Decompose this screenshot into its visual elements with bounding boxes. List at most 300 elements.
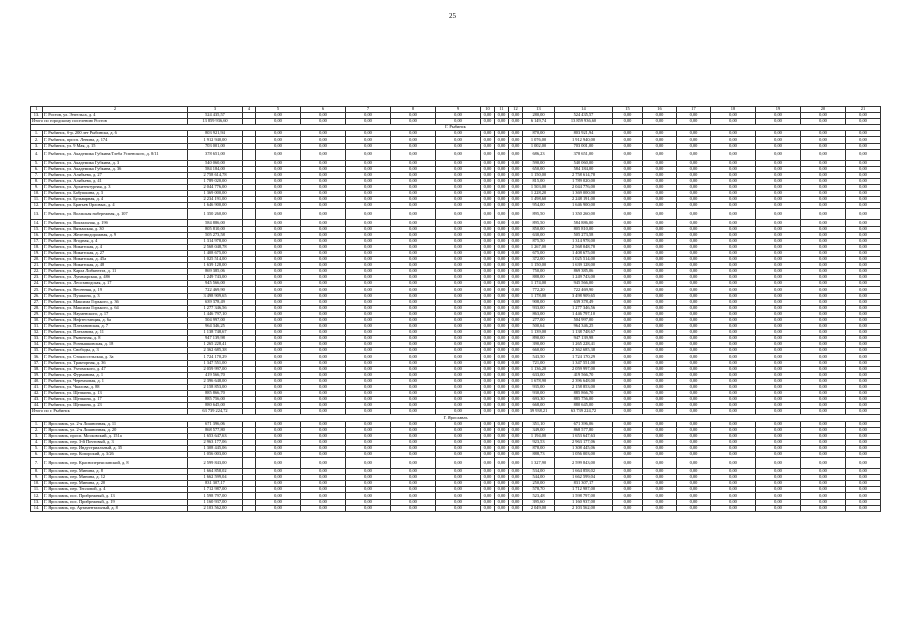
table-cell: 0,00	[846, 439, 881, 445]
table-cell: 19.	[31, 250, 43, 256]
table-cell: 39.	[31, 372, 43, 378]
table-cell: 0,00	[756, 250, 801, 256]
table-cell: 0,00	[711, 427, 756, 433]
table-cell: 0,00	[711, 409, 756, 415]
table-cell: 0,00	[346, 244, 391, 250]
table-cell: 0,00	[677, 263, 711, 269]
table-cell: 0,00	[391, 178, 436, 184]
table-cell: 0,00	[481, 166, 495, 172]
table-cell: 0,00	[301, 378, 346, 384]
table-cell: 2 599 843,00	[555, 458, 613, 469]
table-cell: 0,00	[613, 378, 643, 384]
table-cell: 0,00	[801, 372, 846, 378]
table-cell: 0,00	[436, 238, 481, 244]
table-cell: 0,00	[481, 191, 495, 197]
table-cell: 0,00	[256, 342, 301, 348]
table-cell: 2 158 853,00	[555, 384, 613, 390]
table-cell: 18.	[31, 244, 43, 250]
table-cell: 0,00	[301, 299, 346, 305]
table-cell: 0,00	[391, 330, 436, 336]
table-cell: 0,00	[436, 220, 481, 226]
table-cell: 0,00	[677, 197, 711, 203]
table-cell: 14.	[31, 220, 43, 226]
table-cell: 1.	[31, 131, 43, 137]
table-cell: 39 938,21	[523, 409, 555, 415]
table-cell: 0,00	[801, 493, 846, 499]
table-cell: 0,00	[711, 113, 756, 119]
table-cell: 0,00	[756, 185, 801, 191]
table-cell: 0,00	[509, 360, 523, 366]
table-cell: 0,00	[436, 178, 481, 184]
table-cell: 0,00	[677, 287, 711, 293]
table-cell: 0,00	[495, 469, 509, 475]
address-cell: Г. Рыбинск, ул. Плехановская, д. 7	[43, 324, 188, 330]
table-cell: 28.	[31, 305, 43, 311]
address-cell: Г. Рыбинск, ул. Фурманова, д. 1	[43, 372, 188, 378]
table-cell: 504 997,00	[555, 317, 613, 323]
table-cell: 0,00	[509, 493, 523, 499]
table-cell: 0,00	[495, 481, 509, 487]
table-cell: 0,00	[346, 256, 391, 262]
table-cell: 668,00	[523, 403, 555, 409]
table-cell: 35.	[31, 348, 43, 354]
table-cell: 0,00	[613, 433, 643, 439]
table-cell: 0,00	[346, 469, 391, 475]
table-cell: 1 025 514,00	[188, 256, 243, 262]
table-cell: 0,00	[346, 311, 391, 317]
table-cell: 885 866,70	[188, 391, 243, 397]
table-cell: 0,00	[436, 348, 481, 354]
table-cell: 0,00	[801, 317, 846, 323]
table-cell: 0,00	[846, 191, 881, 197]
column-number-cell: 16	[643, 107, 677, 113]
table-cell: 0,00	[756, 487, 801, 493]
table-cell: 2 568 048,78	[555, 244, 613, 250]
table-cell: 0,00	[756, 409, 801, 415]
table-cell: 0,00	[846, 178, 881, 184]
table-cell: 1 139,00	[523, 330, 555, 336]
table-cell: 0,00	[801, 336, 846, 342]
table-cell: 0,00	[801, 238, 846, 244]
table-cell: 0,00	[801, 481, 846, 487]
table-cell: 0,00	[613, 299, 643, 305]
table-cell: 0,00	[509, 475, 523, 481]
table-cell: 0,00	[495, 324, 509, 330]
table-cell: 0,00	[711, 209, 756, 220]
table-cell: 0,00	[801, 445, 846, 451]
table-cell: 1 174,00	[523, 281, 555, 287]
table-cell: 0,00	[391, 366, 436, 372]
table-cell: 0,00	[801, 433, 846, 439]
table-cell: 0,00	[256, 505, 301, 511]
table-cell: 0,00	[481, 458, 495, 469]
table-cell: 0,00	[801, 269, 846, 275]
table-cell: 0,00	[613, 336, 643, 342]
table-cell: 37.	[31, 360, 43, 366]
table-cell: 0,00	[613, 451, 643, 457]
table-cell: 0,00	[677, 166, 711, 172]
table-cell: 0,00	[301, 250, 346, 256]
table-cell	[243, 209, 256, 220]
table-cell: 0,00	[509, 160, 523, 166]
table-cell: 0,00	[756, 131, 801, 137]
table-cell: 0,00	[613, 439, 643, 445]
table-cell: 0,00	[677, 178, 711, 184]
table-cell: 0,00	[256, 250, 301, 256]
table-cell: 540 060,00	[188, 160, 243, 166]
table-cell: 0,00	[643, 378, 677, 384]
table-cell: 0,00	[256, 287, 301, 293]
table-cell: 1 639 128,00	[188, 263, 243, 269]
table-cell: 24.	[31, 281, 43, 287]
table-cell: 0,00	[346, 263, 391, 269]
table-cell: 0,00	[481, 263, 495, 269]
table-cell: 0,00	[677, 160, 711, 166]
table-cell: 0,00	[301, 451, 346, 457]
table-cell: 0,00	[711, 287, 756, 293]
table-cell: 0,00	[436, 391, 481, 397]
table-cell: 0,00	[256, 439, 301, 445]
table-cell: 0,00	[481, 209, 495, 220]
table-cell: 0,00	[643, 427, 677, 433]
table-cell: 0,00	[846, 238, 881, 244]
table-cell: 0,00	[677, 354, 711, 360]
table-cell: 534,00	[523, 469, 555, 475]
table-cell: 1 724 170,29	[188, 354, 243, 360]
table-cell: 0,00	[846, 275, 881, 281]
table-cell: 0,00	[711, 256, 756, 262]
table-cell: 0,00	[391, 185, 436, 191]
table-cell: 0,00	[711, 269, 756, 275]
table-cell: 0,00	[495, 445, 509, 451]
table-cell: 0,00	[677, 191, 711, 197]
table-cell: 1 056 003,00	[555, 451, 613, 457]
table-cell: 0,00	[613, 293, 643, 299]
table-cell: 0,00	[391, 256, 436, 262]
table-cell: 0,00	[677, 311, 711, 317]
address-cell: Г. Рыбинск, ул. Ухтомского, д. 47	[43, 366, 188, 372]
table-cell: 0,00	[846, 263, 881, 269]
table-cell: 0,00	[846, 160, 881, 166]
table-cell: 0,00	[846, 317, 881, 323]
table-cell: 22.	[31, 269, 43, 275]
table-cell: 0,00	[756, 256, 801, 262]
table-cell: 1 446 797,10	[188, 311, 243, 317]
table-cell: 0,00	[436, 475, 481, 481]
table-cell: 0,00	[677, 360, 711, 366]
table-cell: 0,00	[613, 445, 643, 451]
table-cell: 1 160 937,00	[188, 499, 243, 505]
table-cell: 0,00	[301, 403, 346, 409]
table-cell: 0,00	[643, 391, 677, 397]
table-cell: 0,00	[256, 232, 301, 238]
table-cell: 0,00	[509, 185, 523, 191]
table-cell: 0,00	[677, 293, 711, 299]
table-cell: 0,00	[711, 342, 756, 348]
table-cell: 0,00	[391, 143, 436, 149]
table-cell: 0,00	[509, 330, 523, 336]
table-cell: 0,00	[846, 360, 881, 366]
table-cell: 0,00	[677, 445, 711, 451]
table-cell: 0,00	[495, 275, 509, 281]
table-cell: 0,00	[495, 487, 509, 493]
table-cell: 0,00	[436, 305, 481, 311]
table-cell: 0,00	[256, 275, 301, 281]
table-cell: 0,00	[436, 384, 481, 390]
table-cell: 0,00	[846, 336, 881, 342]
table-cell: 0,00	[481, 342, 495, 348]
table-cell: 964 346,25	[188, 324, 243, 330]
table-cell: 0,00	[613, 354, 643, 360]
table-cell: 0,00	[801, 137, 846, 143]
table-cell: 0,00	[509, 226, 523, 232]
table-cell: 0,00	[301, 149, 346, 160]
table-cell: 0,00	[711, 445, 756, 451]
table-cell: 0,00	[711, 143, 756, 149]
table-cell: 1 138 748,67	[555, 330, 613, 336]
table-cell: 0,00	[677, 487, 711, 493]
table-cell: 2 234 191,00	[188, 197, 243, 203]
table-cell: 895,50	[523, 209, 555, 220]
table-cell: 0,00	[346, 397, 391, 403]
table-cell: 0,00	[436, 409, 481, 415]
table-cell: 2 049,00	[523, 505, 555, 511]
table-cell: 0,00	[677, 209, 711, 220]
table-cell: 0,00	[436, 354, 481, 360]
table-cell: 0,00	[711, 421, 756, 427]
table-cell: 0,00	[391, 360, 436, 366]
table-cell: 0,00	[711, 336, 756, 342]
table-cell: 0,00	[846, 493, 881, 499]
table-cell: 1 350 260,00	[555, 209, 613, 220]
table-cell: 0,00	[391, 439, 436, 445]
table-cell: 0,00	[846, 203, 881, 209]
table-cell: 0,00	[613, 131, 643, 137]
table-cell: 0,00	[436, 493, 481, 499]
table-cell: 0,00	[256, 172, 301, 178]
table-cell: 0,00	[495, 505, 509, 511]
table-cell: 0,00	[256, 427, 301, 433]
table-cell: 0,00	[481, 244, 495, 250]
table-cell: 0,00	[711, 185, 756, 191]
table-cell: 0,00	[346, 226, 391, 232]
table-cell: 0,00	[643, 433, 677, 439]
table-cell: 0,00	[436, 203, 481, 209]
address-cell: Г. Ярославль, пос. Прибрежный, д. 19	[43, 499, 188, 505]
table-cell: 0,00	[346, 409, 391, 415]
table-cell: 1 408 675,00	[555, 250, 613, 256]
table-cell: 0,00	[801, 409, 846, 415]
table-cell: 0,00	[801, 348, 846, 354]
table-cell: 0,00	[301, 487, 346, 493]
table-cell: 0,00	[256, 487, 301, 493]
table-cell: 0,00	[256, 226, 301, 232]
table-cell: 0,00	[509, 384, 523, 390]
table-cell: 0,00	[801, 354, 846, 360]
table-cell: 1 150,00	[523, 263, 555, 269]
table-cell: 0,00	[756, 226, 801, 232]
table-cell: 7.	[31, 172, 43, 178]
table-cell: 863,00	[523, 311, 555, 317]
table-cell: 0,00	[481, 354, 495, 360]
table-cell: 0,00	[846, 445, 881, 451]
table-cell: 0,00	[481, 439, 495, 445]
table-cell: 0,00	[643, 209, 677, 220]
table-cell: 0,00	[436, 293, 481, 299]
table-cell: 805 810,00	[555, 226, 613, 232]
table-cell: 0,00	[613, 113, 643, 119]
table-cell: 0,00	[509, 119, 523, 125]
table-cell: 0,00	[711, 203, 756, 209]
table-cell: 1 639 128,00	[555, 263, 613, 269]
table-cell: 0,00	[801, 256, 846, 262]
table-cell: 0,00	[643, 445, 677, 451]
table-cell: 0,00	[613, 384, 643, 390]
table-cell: 0,00	[613, 185, 643, 191]
table-cell: 0,00	[256, 263, 301, 269]
table-cell: 0,00	[756, 293, 801, 299]
table-cell: 0,00	[801, 439, 846, 445]
table-cell: 0,00	[256, 160, 301, 166]
table-cell: 1 664 858,02	[188, 469, 243, 475]
column-number-cell: 15	[613, 107, 643, 113]
table-cell: 0,00	[481, 119, 495, 125]
table-cell: 0,00	[301, 238, 346, 244]
table-cell: 0,00	[846, 311, 881, 317]
table-cell: 0,00	[509, 317, 523, 323]
table-cell: 0,00	[711, 439, 756, 445]
table-cell: 0,00	[643, 330, 677, 336]
table-cell: 0,00	[256, 269, 301, 275]
table-cell: 0,00	[391, 281, 436, 287]
table-cell: 0,00	[643, 372, 677, 378]
address-cell: Г. Рыбинск, ул. Тракторная, д. 36	[43, 360, 188, 366]
table-cell: 0,00	[256, 354, 301, 360]
table-cell: 0,00	[711, 281, 756, 287]
table-cell: 0,00	[301, 226, 346, 232]
table-cell: 0,00	[801, 250, 846, 256]
table-cell: 0,00	[256, 433, 301, 439]
table-cell: 0,00	[613, 263, 643, 269]
address-cell: Г. Рыбинск, ул. Вязьмская, д. 30	[43, 226, 188, 232]
table-cell: 0,00	[711, 330, 756, 336]
table-cell: 63 739 224,72	[555, 409, 613, 415]
table-cell: 0,00	[756, 166, 801, 172]
table-cell: 0,00	[509, 445, 523, 451]
table-cell: 880 645,00	[188, 403, 243, 409]
table-cell: 1 724 170,29	[555, 354, 613, 360]
address-cell: Г. Рыбинск, ул. Лесозаводская, д. 17	[43, 281, 188, 287]
table-cell: 0,00	[509, 220, 523, 226]
table-cell: 0,00	[346, 197, 391, 203]
table-cell: 0,00	[495, 143, 509, 149]
table-cell: 0,00	[801, 421, 846, 427]
table-cell: 0,00	[677, 397, 711, 403]
table-cell: 0,00	[846, 451, 881, 457]
table-cell: 1.	[31, 421, 43, 427]
table-cell: 0,00	[509, 439, 523, 445]
table-cell: 0,00	[436, 281, 481, 287]
address-cell: Г. Рыбинск, ул. Никитская, д. 45а	[43, 256, 188, 262]
table-cell: 0,00	[391, 391, 436, 397]
table-cell: 703 001,00	[555, 143, 613, 149]
table-cell: 0,00	[677, 475, 711, 481]
column-number-cell: 13	[523, 107, 555, 113]
table-cell: 0,00	[677, 378, 711, 384]
table-cell: 0,00	[346, 172, 391, 178]
table-cell: 0,00	[509, 469, 523, 475]
table-cell: 0,00	[613, 366, 643, 372]
table-cell: 0,00	[256, 403, 301, 409]
table-cell: 1 025 514,00	[555, 256, 613, 262]
table-cell: 0,00	[481, 445, 495, 451]
table-cell: 0,00	[301, 445, 346, 451]
table-cell: 0,00	[711, 293, 756, 299]
table-cell: 0,00	[756, 232, 801, 238]
table-cell: 0,00	[495, 397, 509, 403]
table-cell: 0,00	[846, 232, 881, 238]
table-cell: 0,00	[613, 409, 643, 415]
table-cell: 0,00	[677, 469, 711, 475]
table-cell: 0,00	[801, 160, 846, 166]
table-cell: 0,00	[801, 149, 846, 160]
table-cell: 1 712 987,00	[188, 487, 243, 493]
table-cell: 0,00	[391, 469, 436, 475]
subtotal-label: Итого по г. Рыбинск	[31, 409, 188, 415]
table-cell: 378 651,00	[555, 149, 613, 160]
table-cell: 0,00	[391, 354, 436, 360]
table-cell: 0,00	[391, 305, 436, 311]
table-cell: 0,00	[391, 324, 436, 330]
table-cell: 0,00	[509, 427, 523, 433]
table-cell: 0,00	[256, 256, 301, 262]
table-cell: 1 277 346,56	[188, 305, 243, 311]
address-cell: Г. Ярославль, ул. 2-я Лишничная, д. 20	[43, 427, 188, 433]
table-cell	[243, 149, 256, 160]
table-cell: 0,00	[346, 433, 391, 439]
table-cell: 0,00	[613, 487, 643, 493]
table-cell: 1 789 020,00	[188, 178, 243, 184]
table-cell: 0,00	[495, 403, 509, 409]
address-cell: Г. Рыбинск, ул. Академика Губкина/Глеба Успенского, д. 8/11	[43, 149, 188, 160]
table-cell: 0,00	[391, 238, 436, 244]
address-cell: Г. Рыбинск, ул. 9 Мая, д. 15	[43, 143, 188, 149]
table-cell: 0,00	[711, 250, 756, 256]
table-cell: 869 385,06	[188, 269, 243, 275]
table-cell: 0,00	[643, 360, 677, 366]
table-cell: 5.	[31, 445, 43, 451]
table-cell: 0,00	[846, 505, 881, 511]
table-cell: 0,00	[756, 172, 801, 178]
table-cell: 0,00	[301, 287, 346, 293]
table-cell: 13 859 936,60	[555, 119, 613, 125]
table-cell: 0,00	[846, 421, 881, 427]
table-cell: 0,00	[801, 232, 846, 238]
table-cell: 0,00	[481, 384, 495, 390]
table-cell: 25.	[31, 287, 43, 293]
table-cell: 0,00	[846, 143, 881, 149]
table-cell: 0,00	[643, 203, 677, 209]
table-cell: 42.	[31, 391, 43, 397]
table-cell: 0,00	[677, 391, 711, 397]
table-cell: 0,00	[256, 421, 301, 427]
table-cell: 0,00	[846, 330, 881, 336]
table-cell: 0,00	[436, 378, 481, 384]
table-cell: 0,00	[846, 397, 881, 403]
table-cell: 0,00	[495, 185, 509, 191]
table-cell: 0,00	[801, 311, 846, 317]
table-cell: 0,00	[346, 166, 391, 172]
